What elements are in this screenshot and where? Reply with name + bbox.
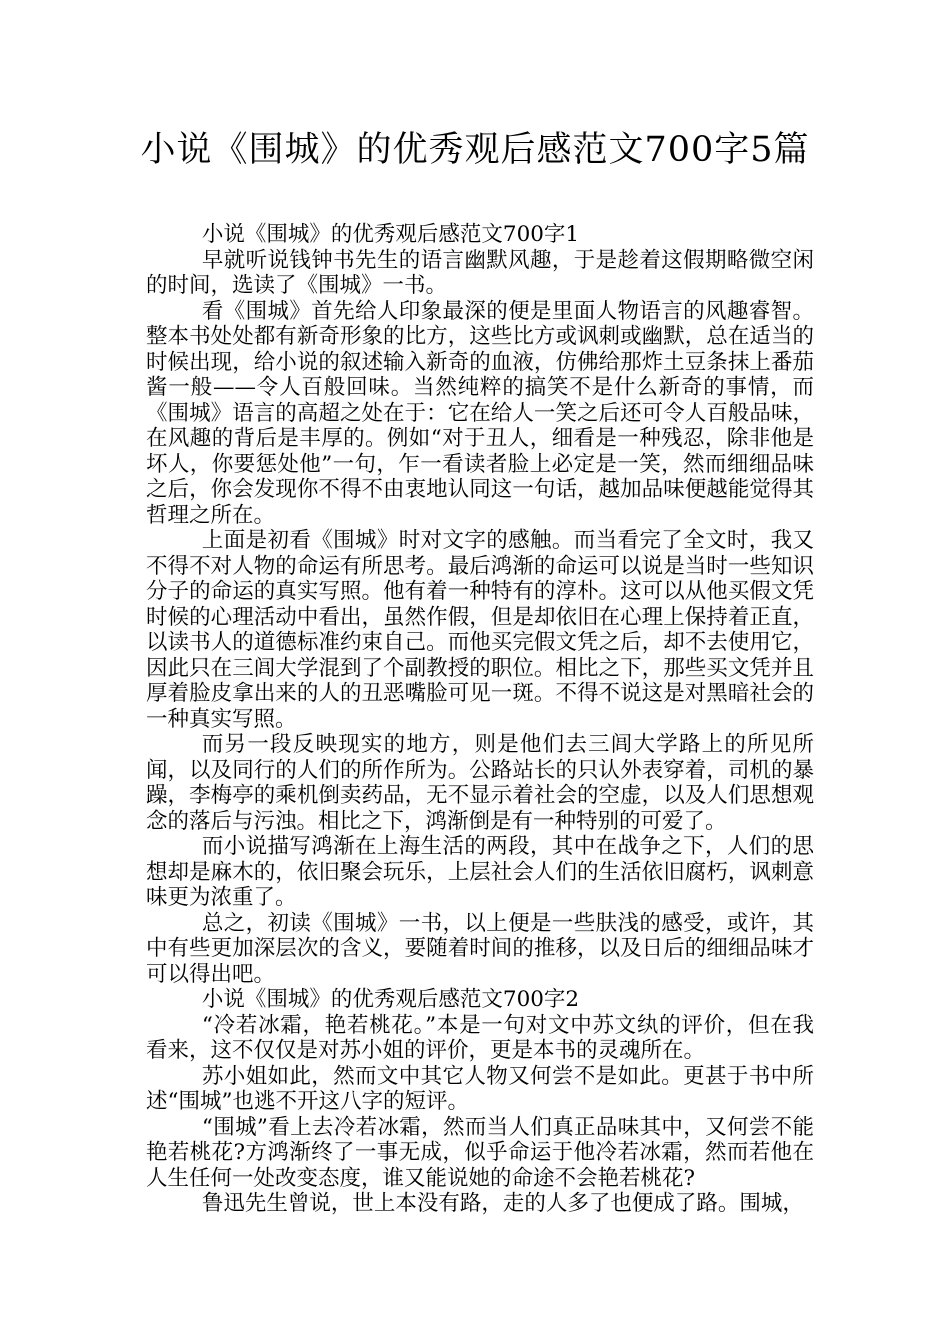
paragraph: 而另一段反映现实的地方，则是他们去三闾大学路上的所见所闻，以及同行的人们的所作所为。公路站长的只认外表穿着，司机的暴躁，李梅亭的乘机倒卖药品，无不显示着社会的空虚，以及人们思想观念的落后与污浊。相比之下，鸿渐倒是有一种特别的可爱了。 [146,732,814,834]
paragraph: 早就听说钱钟书先生的语言幽默风趣，于是趁着这假期略微空闲的时间，选读了《围城》一书。 [146,247,814,298]
paragraph: 看《围城》首先给人印象最深的便是里面人物语言的风趣睿智。整本书处处都有新奇形象的比方，这些比方或讽刺或幽默，总在适当的时候出现，给小说的叙述输入新奇的血液，仿佛给那炸土豆条抹上番茄酱一般——令人百般回味。当然纯粹的搞笑不是什么新奇的事情，而《围城》语言的高超之处在于：它在给人一笑之后还可令人百般品味，在风趣的背后是丰厚的。例如“对于丑人，细看是一种残忍，除非他是坏人，你要惩处他”一句，乍一看读者脸上必定是一笑，然而细细品味之后，你会发现你不得不由衷地认同这一句话，越加品味便越能觉得其哲理之所在。 [146,298,814,528]
section-heading-2: 小说《围城》的优秀观后感范文700字2 [201,987,580,1012]
paragraph: 上面是初看《围城》时对文字的感触。而当看完了全文时，我又不得不对人物的命运有所思考。最后鸿渐的命运可以说是当时一些知识分子的命运的真实写照。他有着一种特有的淳朴。这可以从他买假文凭时候的心理活动中看出，虽然作假，但是却依旧在心理上保持着正直，以读书人的道德标准约束自己。而他买完假文凭之后，却不去使用它，因此只在三闾大学混到了个副教授的职位。相比之下，那些买文凭并且厚着脸皮拿出来的人的丑恶嘴脸可见一斑。不得不说这是对黑暗社会的一种真实写照。 [146,528,814,732]
paragraph: 总之，初读《围城》一书，以上便是一些肤浅的感受，或许，其中有些更加深层次的含义，要随着时间的推移，以及日后的细细品味才可以得出吧。 [146,910,814,987]
paragraph: “围城”看上去冷若冰霜，然而当人们真正品味其中，又何尝不能艳若桃花?方鸿渐终了一事无成，似乎命运于他冷若冰霜，然而若他在人生任何一处改变态度，谁又能说她的命途不会艳若桃花? [146,1114,814,1191]
section-heading-1: 小说《围城》的优秀观后感范文700字1 [201,222,580,247]
document-title: 小说《围城》的优秀观后感范文700字5篇 [140,130,810,170]
document-body [146,222,814,1217]
paragraph: 而小说描写鸿渐在上海生活的两段，其中在战争之下，人们的思想却是麻木的，依旧聚会玩乐，上层社会人们的生活依旧腐朽，讽刺意味更为浓重了。 [146,834,814,910]
paragraph: “冷若冰霜，艳若桃花。”本是一句对文中苏文纨的评价，但在我看来，这不仅仅是对苏小姐的评价，更是本书的灵魂所在。 [146,1012,814,1063]
paragraph: 鲁迅先生曾说，世上本没有路，走的人多了也便成了路。围城， [201,1191,804,1216]
paragraph: 苏小姐如此，然而文中其它人物又何尝不是如此。更甚于书中所述“围城”也逃不开这八字的短评。 [146,1063,814,1114]
